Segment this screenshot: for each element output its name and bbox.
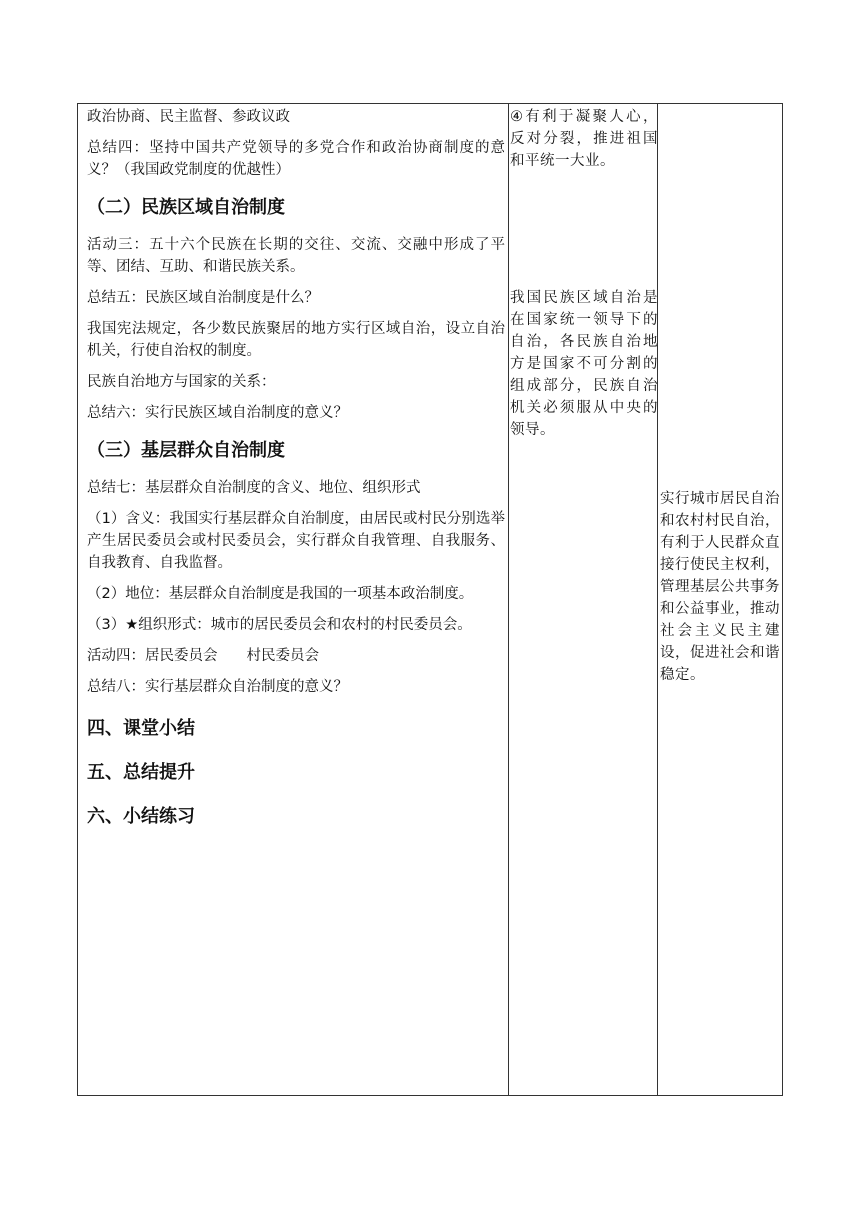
- note-autonomy-text: 我国民族区域自治是在国家统一领导下的自治，各民族自治地方是国家不可分割的组成部分，民族自治机关必须服从中央的领导。: [510, 290, 658, 438]
- constitution-text: 我国宪法规定，各少数民族聚居的地方实行区域自治，设立自治机关，行使自治权的制度。: [87, 321, 505, 359]
- note-grassroots: [660, 488, 780, 686]
- note-autonomy: [510, 287, 658, 441]
- status-text: （2）地位：基层群众自治制度是我国的一项基本政治制度。: [87, 586, 474, 602]
- heading-ethnic-autonomy: （二）民族区域自治制度: [87, 197, 285, 218]
- column-divider: [657, 104, 658, 1095]
- note-unity-text: ④有利于凝聚人心，反对分裂，推进祖国和平统一大业。: [510, 109, 658, 169]
- main-content-column: [87, 106, 505, 848]
- column-divider: [508, 104, 509, 1095]
- relation-text: 民族自治地方与国家的关系：: [87, 374, 276, 390]
- activity-4: 活动四：居民委员会 村民委员会: [87, 648, 319, 664]
- note-unity: [510, 106, 658, 172]
- heading-grassroots-autonomy: （三）基层群众自治制度: [87, 440, 285, 461]
- summary-4: 总结四：坚持中国共产党领导的多党合作和政治协商制度的意义？（我国政党制度的优越性）: [87, 140, 505, 178]
- activity-3: 活动三：五十六个民族在长期的交往、交流、交融中形成了平等、团结、互助、和谐民族关系。: [87, 237, 505, 275]
- section-5-title: 五、总结提升: [87, 762, 195, 783]
- section-6-title: 六、小结练习: [87, 806, 195, 827]
- section-4-title: 四、课堂小结: [87, 718, 195, 739]
- note-grassroots-text: 实行城市居民自治和农村村民自治，有利于人民群众直接行使民主权利，管理基层公共事务和公益事业，推动社会主义民主建设，促进社会和谐稳定。: [660, 491, 780, 683]
- meaning-text: （1）含义：我国实行基层群众自治制度，由居民或村民分别选举产生居民委员会或村民委员会，实行群众自我管理、自我服务、自我教育、自我监督。: [87, 511, 505, 571]
- summary-8: 总结八：实行基层群众自治制度的意义？: [87, 679, 348, 695]
- summary-5: 总结五：民族区域自治制度是什么？: [87, 290, 319, 306]
- org-form-text: （3）★组织形式：城市的居民委员会和农村的村民委员会。: [87, 617, 472, 633]
- summary-7: 总结七：基层群众自治制度的含义、地位、组织形式: [87, 480, 421, 496]
- summary-6: 总结六：实行民族区域自治制度的意义？: [87, 405, 348, 421]
- lesson-table: [77, 103, 783, 1096]
- text-line: 政治协商、民主监督、参政议政: [87, 109, 290, 125]
